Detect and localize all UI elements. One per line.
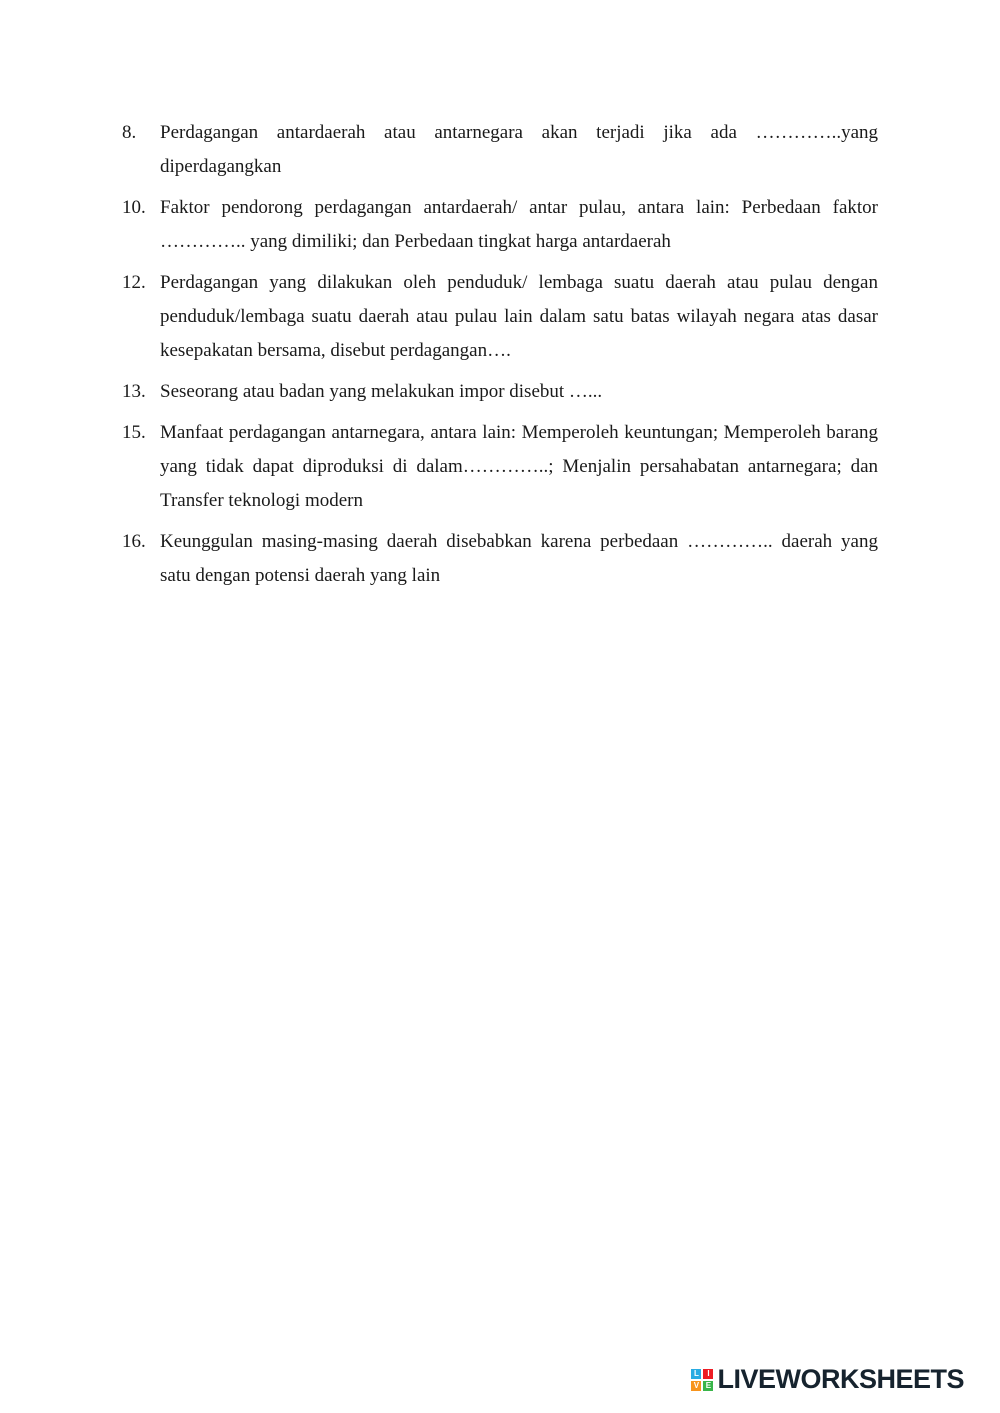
item-text: Perdagangan antardaerah atau antarnegara akan terjadi jika ada …………..yang diperdagangkan	[160, 122, 878, 177]
list-item	[122, 191, 878, 259]
item-text: Faktor pendorong perdagangan antardaerah/ antar pulau, antara lain: Perbedaan faktor ………….. yang dimiliki; dan Perbedaan tingkat harga antardaerah	[160, 197, 878, 252]
item-text: Manfaat perdagangan antarnegara, antara lain: Memperoleh keuntungan; Memperoleh barang yang tidak dapat diproduksi di dalam…………..; Menjalin persahabatan antarnegara; dan Transfer teknologi modern	[160, 422, 878, 511]
item-text: Keunggulan masing-masing daerah disebabkan karena perbedaan ………….. daerah yang satu dengan potensi daerah yang lain	[160, 531, 878, 586]
item-text: Seseorang atau badan yang melakukan impor disebut …...	[160, 381, 603, 402]
liveworksheets-icon	[691, 1369, 713, 1391]
brand-text: LIVEWORKSHEETS	[717, 1364, 964, 1394]
list-item	[122, 525, 878, 593]
list-item	[122, 375, 878, 409]
liveworksheets-logo[interactable]	[691, 1364, 964, 1395]
icon-letter-l: L	[691, 1369, 701, 1379]
item-number: 8.	[122, 122, 137, 143]
item-text: Perdagangan yang dilakukan oleh penduduk/ lembaga suatu daerah atau pulau dengan penduduk/lembaga suatu daerah atau pulau lain dalam satu batas wilayah negara atas dasar kesepakatan bersama, disebut perdagangan….	[160, 272, 878, 361]
list-item	[122, 116, 878, 184]
item-number: 12.	[122, 272, 146, 293]
item-number: 15.	[122, 422, 146, 443]
icon-letter-v: V	[691, 1381, 701, 1391]
item-number: 13.	[122, 381, 146, 402]
icon-letter-e: E	[703, 1381, 713, 1391]
item-number: 16.	[122, 531, 146, 552]
list-item	[122, 416, 878, 518]
question-list	[122, 116, 878, 600]
icon-letter-i: I	[703, 1369, 713, 1379]
item-number: 10.	[122, 197, 146, 218]
list-item	[122, 266, 878, 368]
